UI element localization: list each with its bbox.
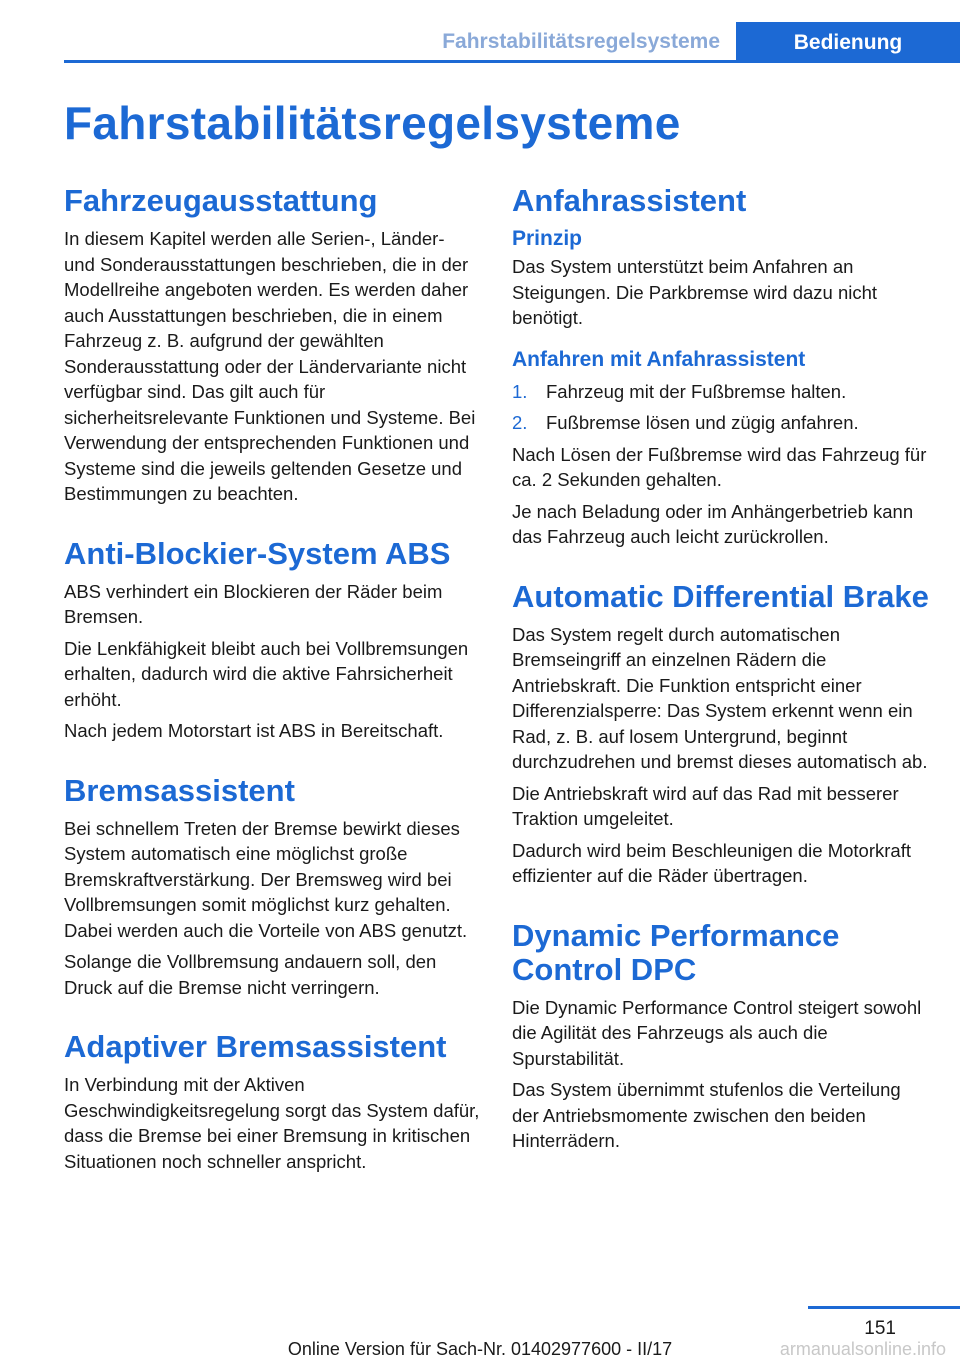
header-chapter-tab: Bedienung: [736, 22, 960, 63]
subsection-heading: Prinzip: [512, 227, 583, 250]
paragraph: Je nach Beladung oder im Anhängerbetrieb kann das Fahrzeug auch leicht zurückrollen.: [512, 500, 914, 547]
paragraph: Die Lenkfähigkeit bleibt auch bei Vollbremsungen erhalten, dadurch wird die aktive Fahrsicherheit erhöht.: [64, 637, 469, 710]
paragraph: Die Antriebskraft wird auf das Rad mit besserer Traktion umgeleitet.: [512, 782, 899, 829]
paragraph: Das System unterstützt beim Anfahren an Steigungen. Die Parkbremse wird dazu nicht benötigt.: [512, 256, 878, 328]
header-section-title: Fahrstabilitätsregelsysteme: [442, 30, 720, 53]
paragraph: Die Dynamic Performance Control steigert sowohl die Agilität des Fahrzeugs als auch die Spurstabilität.: [512, 996, 922, 1069]
page-number: 151: [864, 1318, 896, 1339]
section-heading: Adaptiver Bremsassistent: [64, 1029, 447, 1064]
paragraph: In Verbindung mit der Aktiven Geschwindigkeitsregelung sorgt das System dafür, dass die Bremse bei einer Bremsung in kritischen Situationen noch schneller anspricht.: [64, 1074, 480, 1172]
section-fahrzeugausstattung: [64, 184, 480, 507]
paragraph: Das System regelt durch automatischen Bremseingriff an einzelnen Rädern die Antriebskraft. Die Funktion entspricht einer Differenzialsperre: Das System erkennt wenn ein Rad, z. B. auf losem Untergrund, beginnt durchzudrehen und bremst dieses automatisch ab.: [512, 623, 928, 772]
paragraph: Das System übernimmt stufenlos die Verteilung der Antriebsmomente zwischen den beiden Hinterrädern.: [512, 1079, 901, 1151]
list-item: [512, 379, 930, 405]
section-heading: Fahrzeugausstattung: [64, 183, 378, 218]
section-automatic-differential-brake: [512, 580, 930, 889]
paragraph: Nach Lösen der Fußbremse wird das Fahrzeug für ca. 2 Sekunden gehalten.: [512, 443, 927, 490]
section-heading: Anfahrassistent: [512, 183, 747, 218]
paragraph: Dadurch wird beim Beschleunigen die Motorkraft effizienter auf die Räder übertragen.: [512, 839, 911, 886]
steps-list: [512, 379, 930, 436]
section-anfahrassistent: [512, 184, 930, 550]
page-title: Fahrstabilitätsregelsysteme: [64, 97, 681, 149]
section-heading: Dynamic Performance Control DPC: [512, 917, 840, 987]
section-heading: Bremsassistent: [64, 772, 295, 808]
section-heading: Anti-Blockier-System ABS: [64, 535, 451, 571]
section-adaptiver-bremsassistent: [64, 1030, 480, 1174]
paragraph: Bei schnellem Treten der Bremse bewirkt dieses System automatisch eine möglichst große Bremskraftverstärkung. Der Bremsweg wird bei Vollbremsungen somit möglichst kurz gehalten. Dabei werden auch die Vorteile von ABS genutzt.: [64, 817, 468, 941]
paragraph: Nach jedem Motorstart ist ABS in Bereitschaft.: [64, 720, 444, 741]
online-version-note: Online Version für Sach-Nr. 01402977600 - II/17: [287, 1339, 673, 1359]
section-heading: Automatic Differential Brake: [512, 578, 929, 614]
section-abs: [64, 537, 480, 744]
subsection-heading: Anfahren mit Anfahrassistent: [512, 347, 806, 371]
paragraph: Solange die Vollbremsung andauern soll, den Druck auf die Bremse nicht verringern.: [64, 951, 437, 998]
section-bremsassistent: [64, 774, 480, 1001]
step-text: Fußbremse lösen und zügig anfahren.: [546, 412, 859, 433]
watermark: armanualsonline.info: [779, 1339, 946, 1359]
footer-rule: [808, 1306, 960, 1309]
paragraph: ABS verhindert ein Blockieren der Räder beim Bremsen.: [64, 580, 443, 627]
step-text: Fahrzeug mit der Fußbremse halten.: [546, 380, 847, 402]
list-item: [512, 410, 930, 436]
step-number: 2.: [512, 412, 528, 433]
paragraph: In diesem Kapitel werden alle Serien-, Länder- und Sonderausstattungen beschrieben, die in der Modellreihe angeboten werden. Es werden daher auch Ausstattungen beschrieben, die in einem Fahrzeug z. B. aufgrund der gewählten Sonderausstattung oder der Ländervariante nicht verfügbar sind. Das gilt auch für sicherheitsrelevante Funktionen und Systeme. Bei Verwendung der entsprechenden Funktionen und Systeme sind die jeweils geltenden Gesetze und Bestimmungen zu beachten.: [64, 228, 476, 504]
right-column: [512, 184, 930, 1184]
step-number: 1.: [512, 380, 528, 402]
header-rule: [64, 60, 960, 63]
section-dynamic-performance-control: [512, 919, 930, 1154]
left-column: [64, 184, 480, 1204]
